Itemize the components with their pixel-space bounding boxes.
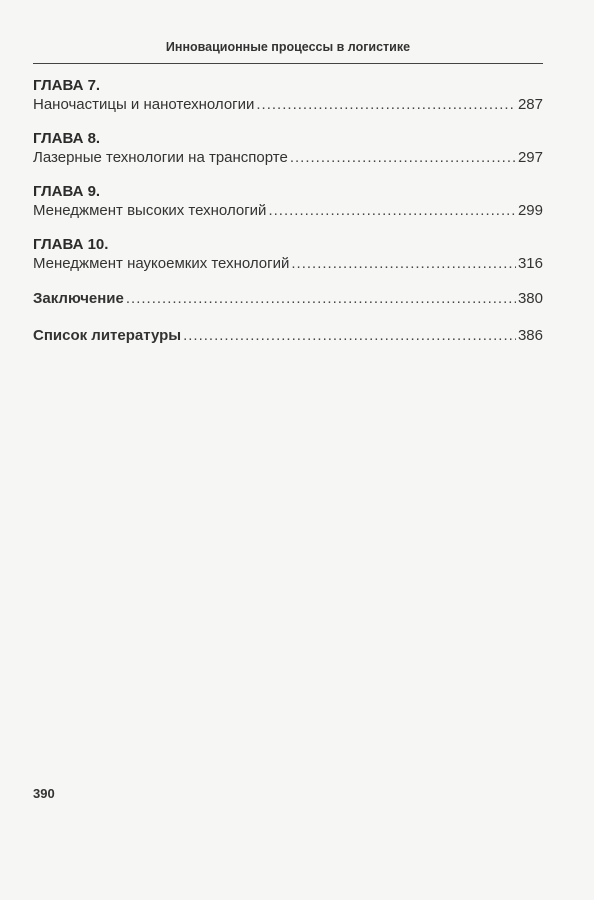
dot-leader	[291, 254, 516, 274]
chapter-heading: ГЛАВА 7.	[33, 77, 101, 94]
entry-title: Лазерные технологии на транспорте	[33, 149, 288, 166]
entry-title: Менеджмент наукоемких технологий	[33, 255, 290, 272]
dot-leader	[256, 95, 516, 115]
toc-entry	[33, 201, 543, 221]
entry-page: 287	[517, 96, 543, 113]
header-rule	[33, 63, 543, 64]
toc-entry-conclusion	[33, 289, 543, 309]
toc-chapter-8	[33, 130, 543, 168]
toc-entry-bibliography	[33, 326, 543, 346]
entry-page: 299	[517, 202, 543, 219]
chapter-heading: ГЛАВА 8.	[33, 130, 101, 147]
entry-page: 386	[517, 327, 543, 344]
chapter-heading: ГЛАВА 10.	[33, 236, 109, 253]
dot-leader	[126, 289, 516, 309]
toc-chapter-9	[33, 183, 543, 221]
toc-chapter-10	[33, 236, 543, 274]
entry-title: Менеджмент высоких технологий	[33, 202, 267, 219]
toc-entry	[33, 95, 543, 115]
entry-page: 297	[517, 149, 543, 166]
entry-page: 316	[517, 255, 543, 272]
table-of-contents	[33, 77, 543, 363]
entry-title: Наночастицы и нанотехнологии	[33, 96, 255, 113]
toc-entry	[33, 254, 543, 274]
entry-title: Список литературы	[33, 327, 182, 344]
page-number: 390	[33, 786, 55, 801]
chapter-heading: ГЛАВА 9.	[33, 183, 101, 200]
toc-chapter-7	[33, 77, 543, 115]
dot-leader	[183, 326, 516, 346]
entry-title: Заключение	[33, 290, 124, 307]
dot-leader	[268, 201, 516, 221]
dot-leader	[290, 148, 516, 168]
entry-page: 380	[517, 290, 543, 307]
toc-entry	[33, 148, 543, 168]
running-head: Инновационные процессы в логистике	[165, 40, 411, 54]
